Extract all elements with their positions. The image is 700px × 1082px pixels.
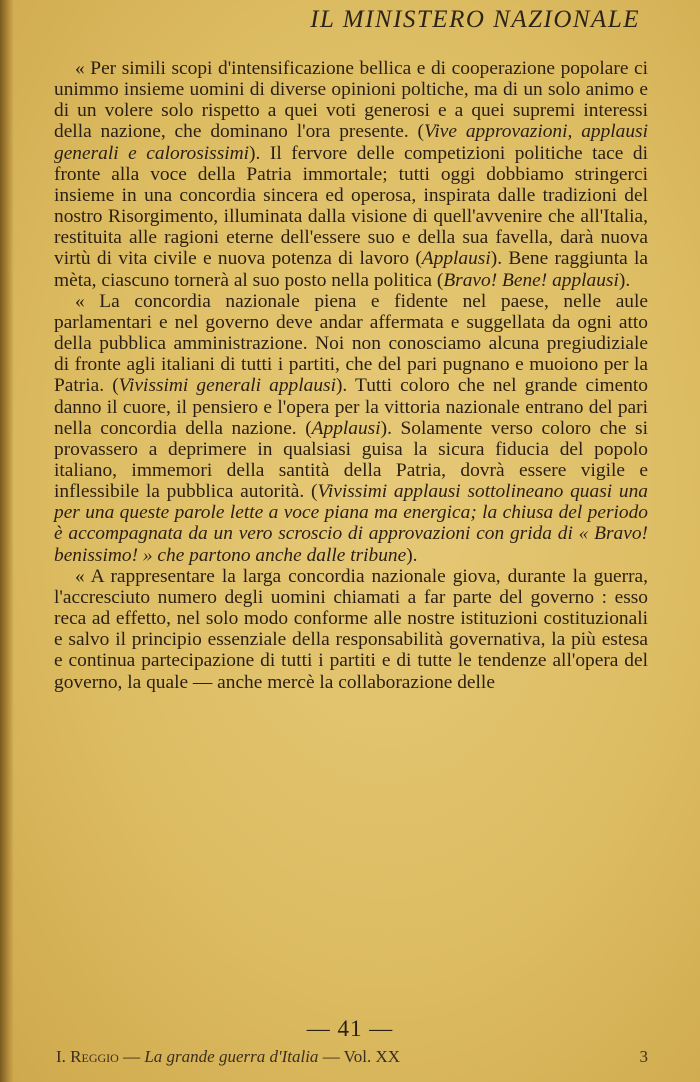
footer-author: I. Reggio <box>56 1047 119 1066</box>
page-binding-edge <box>0 0 14 1082</box>
running-header: IL MINISTERO NAZIONALE <box>310 6 640 33</box>
speech-text: « La concordia nazionale piena e fidente nel paese, nelle aule parlamentari e nel governo deve andar affermata e suggellata da ogni atto della pubblica amministrazione. Noi non conosciamo alcuna pregiudiziale di fronte agli italiani di tutti i partiti, che del pari pugnano e muoiono per la Patria. ( <box>54 290 648 397</box>
stage-direction: Vivissimi generali applausi <box>118 375 336 397</box>
speech-text: ). Solamente verso coloro che si provassero a deprimere in qualsiasi guisa la sicura fiducia del popolo italiano, immemori della santità della Patria, dovrà essere vigile e inflessibile la pubblica autorità. ( <box>54 417 648 503</box>
footer-volume: Vol. XX <box>343 1047 401 1066</box>
footer-signature-mark: 3 <box>639 1047 648 1066</box>
footer-citation <box>56 1047 400 1067</box>
paragraph <box>54 58 648 291</box>
speech-text: ). Il fervore delle competizioni politiche tace di fronte alla voce della Patria immortale; tutti oggi dobbiamo stringerci insieme in una concordia sincera ed operosa, inspirata dalle tradizioni del nostro Risorgimento, illuminata dalla visione di quell'avvenire che all'Italia, restituita alle ragioni eterne dell'essere suo e della sua favella, darà nuova virtù di vita civile e nuova potenza di lavoro ( <box>54 142 648 270</box>
speech-text: ). Bene raggiunta la mèta, ciascuno tornerà al suo posto nella politica ( <box>54 248 648 291</box>
paragraph <box>54 566 648 693</box>
speech-text: « A rappresentare la larga concordia nazionale giova, durante la guerra, l'accresciuto numero degli uomini chiamati a far parte del governo : esso reca ad effetto, nel solo modo conforme alle nostre istituzioni costituzionali e salvo il principio essenziale della responsabilità governativa, la più estesa e continua partecipazione di tutti i partiti e di tutte le tendenze all'opera del governo, la quale — anche mercè la collaborazione delle <box>54 565 648 693</box>
page-number: — 41 — <box>306 1016 394 1041</box>
body-text <box>54 58 648 693</box>
stage-direction: Bravo! Bene! applausi <box>443 269 619 291</box>
stage-direction: Applausi <box>421 248 491 270</box>
stage-direction: Applausi <box>311 417 381 439</box>
stage-direction: Vivissimi applausi sottolineano quasi una per una queste parole lette a voce piana ma energica; la chiusa del periodo è accompagnata da un vero scroscio di approvazioni con grida di « Bravo! benissimo! » che partono anche dalle tribune <box>54 481 648 566</box>
speech-text: « Per simili scopi d'intensificazione bellica e di cooperazione popolare ci unimmo insieme uomini di diverse opinioni poltiche, ma di un solo animo e di un volere solo rispetto a quei voti generosi e a quei supremi interessi della nazione, che dominano l'ora presente. ( <box>54 58 648 143</box>
speech-text: ). <box>406 544 418 566</box>
footer-separator: — <box>118 1047 145 1066</box>
speech-text: ). <box>618 269 631 291</box>
stage-direction: Vive approvazioni, applausi generali e calorosissimi <box>54 121 648 164</box>
footer-separator: — <box>318 1047 344 1066</box>
footer-book-title: La grande guerra d'Italia <box>144 1047 319 1066</box>
speech-text: ). Tutti coloro che nel grande cimento danno il cuore, il pensiero e l'opera per la vittoria nazionale entrano del pari nella concordia della nazione. ( <box>54 375 648 439</box>
paragraph <box>54 291 648 566</box>
